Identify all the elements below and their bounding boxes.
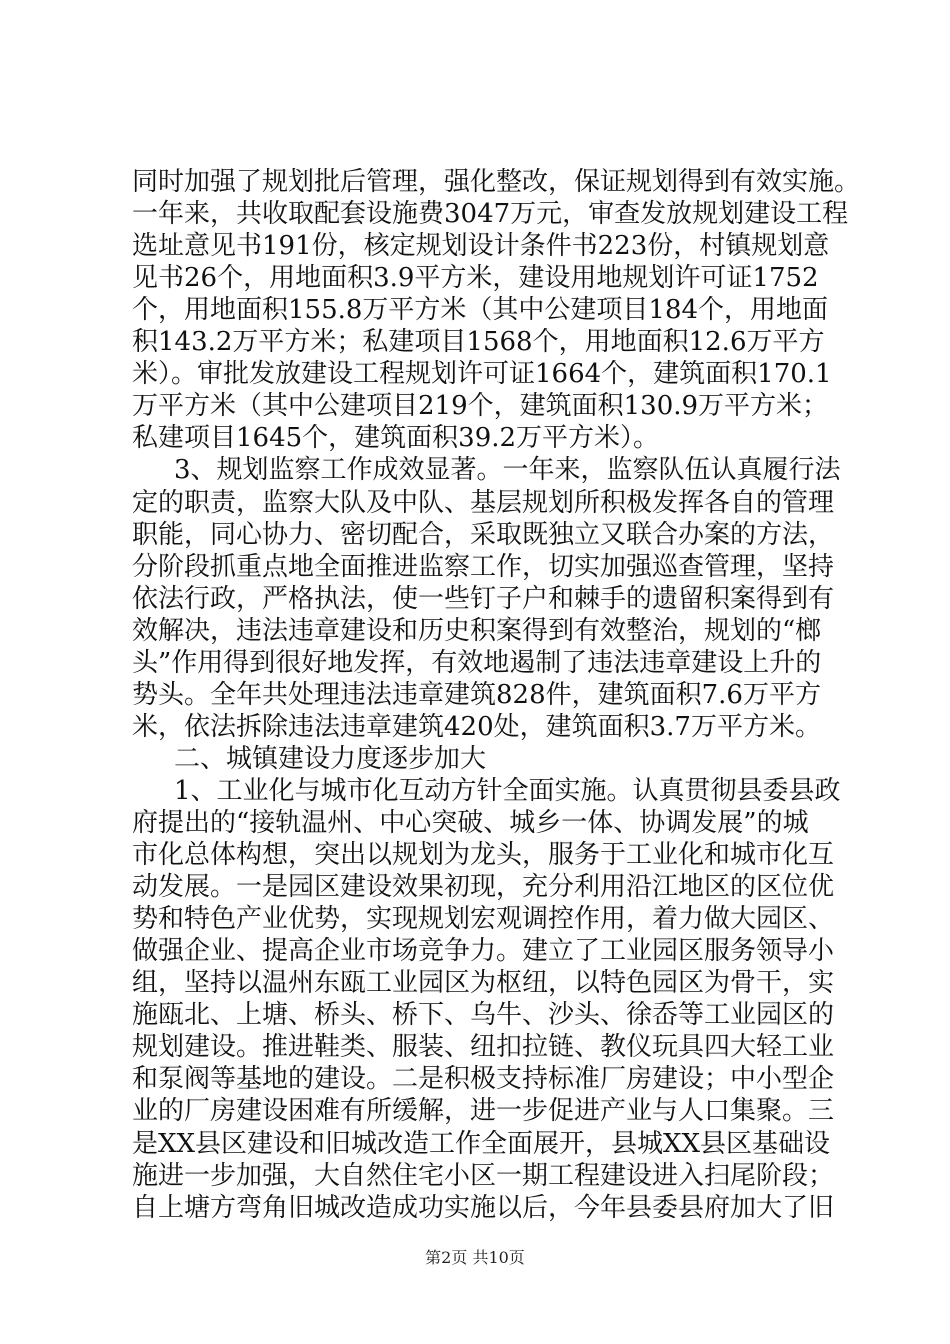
text-line [0, 709, 950, 745]
text-line [0, 1093, 950, 1129]
text-line [0, 965, 950, 1001]
line-text: 分阶段抓重点地全面推进监察工作，切实加强巡查管理，坚持 [132, 552, 835, 582]
line-text: 势和特色产业优势，实现规划宏观调控作用，着力做大园区、 [132, 904, 835, 934]
line-text: 同时加强了规划批后管理，强化整改，保证规划得到有效实施。 [132, 167, 861, 197]
line-text: 规划建设。推进鞋类、服装、纽扣拉链、教仪玩具四大轻工业 [132, 1032, 835, 1062]
line-text: 米，依法拆除违法违章建筑420处，建筑面积3.7万平方米。 [132, 712, 821, 742]
text-line [0, 452, 950, 488]
line-text: 自上塘方弯角旧城改造成功实施以后，今年县委县府加大了旧 [132, 1193, 835, 1223]
text-line [0, 292, 950, 328]
line-text: 头”作用得到很好地发挥，有效地遏制了违法违章建设上升的 [132, 648, 822, 678]
line-text: 私建项目1645个，建筑面积39.2万平方米）。 [132, 423, 660, 453]
text-line [0, 677, 950, 713]
line-text: 是XX县区建设和旧城改造工作全面展开，县城XX县区基础设 [132, 1129, 831, 1159]
text-line [0, 1158, 950, 1194]
line-text: 定的职责，监察大队及中队、基层规划所积极发挥各自的管理 [132, 488, 835, 518]
text-line [0, 1061, 950, 1097]
line-text: 选址意见书191份，核定规划设计条件书223份，村镇规划意 [132, 231, 830, 261]
text-line [0, 773, 950, 809]
line-text: 积143.2万平方米；私建项目1568个，用地面积12.6万平方 [132, 327, 825, 357]
text-line [0, 388, 950, 424]
line-text: 1、工业化与城市化互动方针全面实施。认真贯彻县委县政 [174, 776, 841, 806]
line-text: 米）。审批发放建设工程规划许可证1664个，建筑面积170.1 [132, 359, 832, 389]
line-text: 个，用地面积155.8万平方米（其中公建项目184个，用地面 [132, 295, 829, 325]
text-line [0, 837, 950, 873]
text-line [0, 997, 950, 1033]
line-text: 见书26个，用地面积3.9平方米，建设用地规划许可证1752 [132, 263, 819, 293]
text-line [0, 613, 950, 649]
line-text: 势头。全年共处理违法违章建筑828件，建筑面积7.6万平方 [132, 680, 821, 710]
text-line [0, 164, 950, 200]
line-text: 依法行政，严格执法，使一些钉子户和棘手的遗留积案得到有 [132, 584, 835, 614]
line-text: 3、规划监察工作成效显著。一年来，监察队伍认真履行法 [174, 455, 841, 485]
text-line [0, 485, 950, 521]
text-line [0, 228, 950, 264]
line-text: 组，坚持以温州东瓯工业园区为枢纽，以特色园区为骨干，实 [132, 968, 835, 998]
text-line [0, 1126, 950, 1162]
line-text: 二、城镇建设力度逐步加大 [174, 744, 487, 774]
text-line [0, 356, 950, 392]
text-line [0, 324, 950, 360]
text-line [0, 645, 950, 681]
line-text: 动发展。一是园区建设效果初现，充分利用沿江地区的区位优 [132, 872, 835, 902]
text-line [0, 420, 950, 456]
line-text: 和泵阀等基地的建设。二是积极支持标准厂房建设；中小型企 [132, 1064, 835, 1094]
line-text: 一年来，共收取配套设施费3047万元，审查发放规划建设工程 [132, 199, 849, 229]
line-text: 施瓯北、上塘、桥头、桥下、乌牛、沙头、徐岙等工业园区的 [132, 1000, 835, 1030]
line-text: 府提出的“接轨温州、中心突破、城乡一体、协调发展”的城 [132, 808, 809, 838]
text-line [0, 581, 950, 617]
line-text: 市化总体构想，突出以规划为龙头，服务于工业化和城市化互 [132, 840, 835, 870]
text-line [0, 805, 950, 841]
text-line [0, 260, 950, 296]
line-text: 万平方米（其中公建项目219个，建筑面积130.9万平方米； [132, 391, 829, 421]
text-line [0, 549, 950, 585]
text-line [0, 1190, 950, 1226]
text-line [0, 1029, 950, 1065]
page-footer: 第2页 共10页 [425, 1248, 525, 1267]
line-text: 施进一步加强，大自然住宅小区一期工程建设进入扫尾阶段； [132, 1161, 835, 1191]
text-line [0, 933, 950, 969]
text-line [0, 869, 950, 905]
text-line [0, 901, 950, 937]
text-line [0, 517, 950, 553]
section-heading [0, 741, 950, 777]
line-text: 业的厂房建设困难有所缓解，进一步促进产业与人口集聚。三 [132, 1096, 835, 1126]
text-line [0, 196, 950, 232]
line-text: 职能，同心协力、密切配合，采取既独立又联合办案的方法， [132, 520, 835, 550]
line-text: 做强企业、提高企业市场竞争力。建立了工业园区服务领导小 [132, 936, 835, 966]
line-text: 效解决，违法违章建设和历史积案得到有效整治，规划的“榔 [132, 616, 822, 646]
